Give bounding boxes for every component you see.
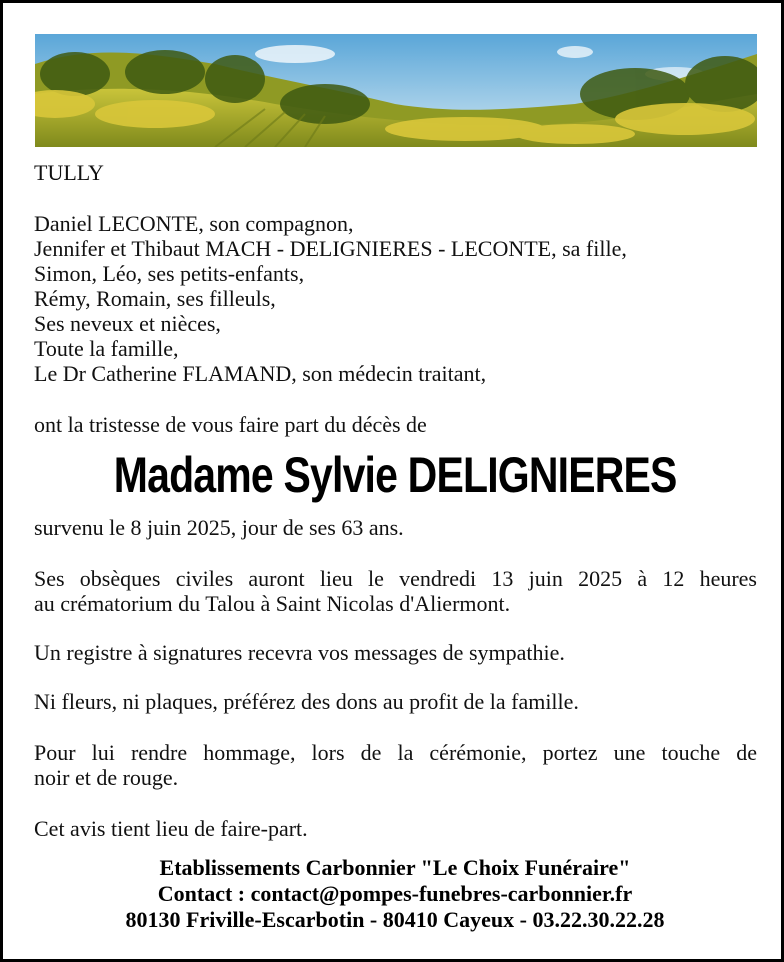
family-member-line: Le Dr Catherine FLAMAND, son médecin traitant, <box>34 361 487 386</box>
death-date-text: survenu le 8 juin 2025, jour de ses 63 ans. <box>34 515 404 540</box>
funeral-location-line: au crématorium du Talou à Saint Nicolas d'Aliermont. <box>34 591 511 616</box>
deceased-name: Madame Sylvie DELIGNIERES <box>113 447 677 503</box>
flowers-text: Ni fleurs, ni plaques, préférez des dons au profit de la famille. <box>34 689 579 714</box>
funeral-home-contact: Contact : contact@pompes-funebres-carbonnier.fr <box>157 881 633 906</box>
family-member-line: Ses neveux et nièces, <box>34 311 221 336</box>
notice-note: Cet avis tient lieu de faire-part. <box>34 816 308 841</box>
place-name: TULLY <box>34 160 104 185</box>
funeral-details-line: Ses obsèques civiles auront lieu le vendredi 13 juin 2025 à 12 heures <box>34 566 757 591</box>
vineyard-landscape-illustration <box>35 34 757 147</box>
family-member-line: Rémy, Romain, ses filleuls, <box>34 286 276 311</box>
family-member-line: Simon, Léo, ses petits-enfants, <box>34 261 305 286</box>
tribute-text-line: Pour lui rendre hommage, lors de la cérémonie, portez une touche de <box>34 740 757 765</box>
tribute-text-line: noir et de rouge. <box>34 765 179 790</box>
funeral-home-name: Etablissements Carbonnier "Le Choix Funéraire" <box>159 855 631 880</box>
announcement-text: ont la tristesse de vous faire part du décès de <box>34 412 427 437</box>
registry-text: Un registre à signatures recevra vos messages de sympathie. <box>34 640 565 665</box>
vineyard-banner-image <box>35 34 757 147</box>
funeral-home-address: 80130 Friville-Escarbotin - 80410 Cayeux - 03.22.30.22.28 <box>125 907 665 932</box>
family-member-line: Daniel LECONTE, son compagnon, <box>34 211 354 236</box>
family-member-line: Jennifer et Thibaut MACH - DELIGNIERES - LECONTE, sa fille, <box>34 236 627 261</box>
family-member-line: Toute la famille, <box>34 336 179 361</box>
